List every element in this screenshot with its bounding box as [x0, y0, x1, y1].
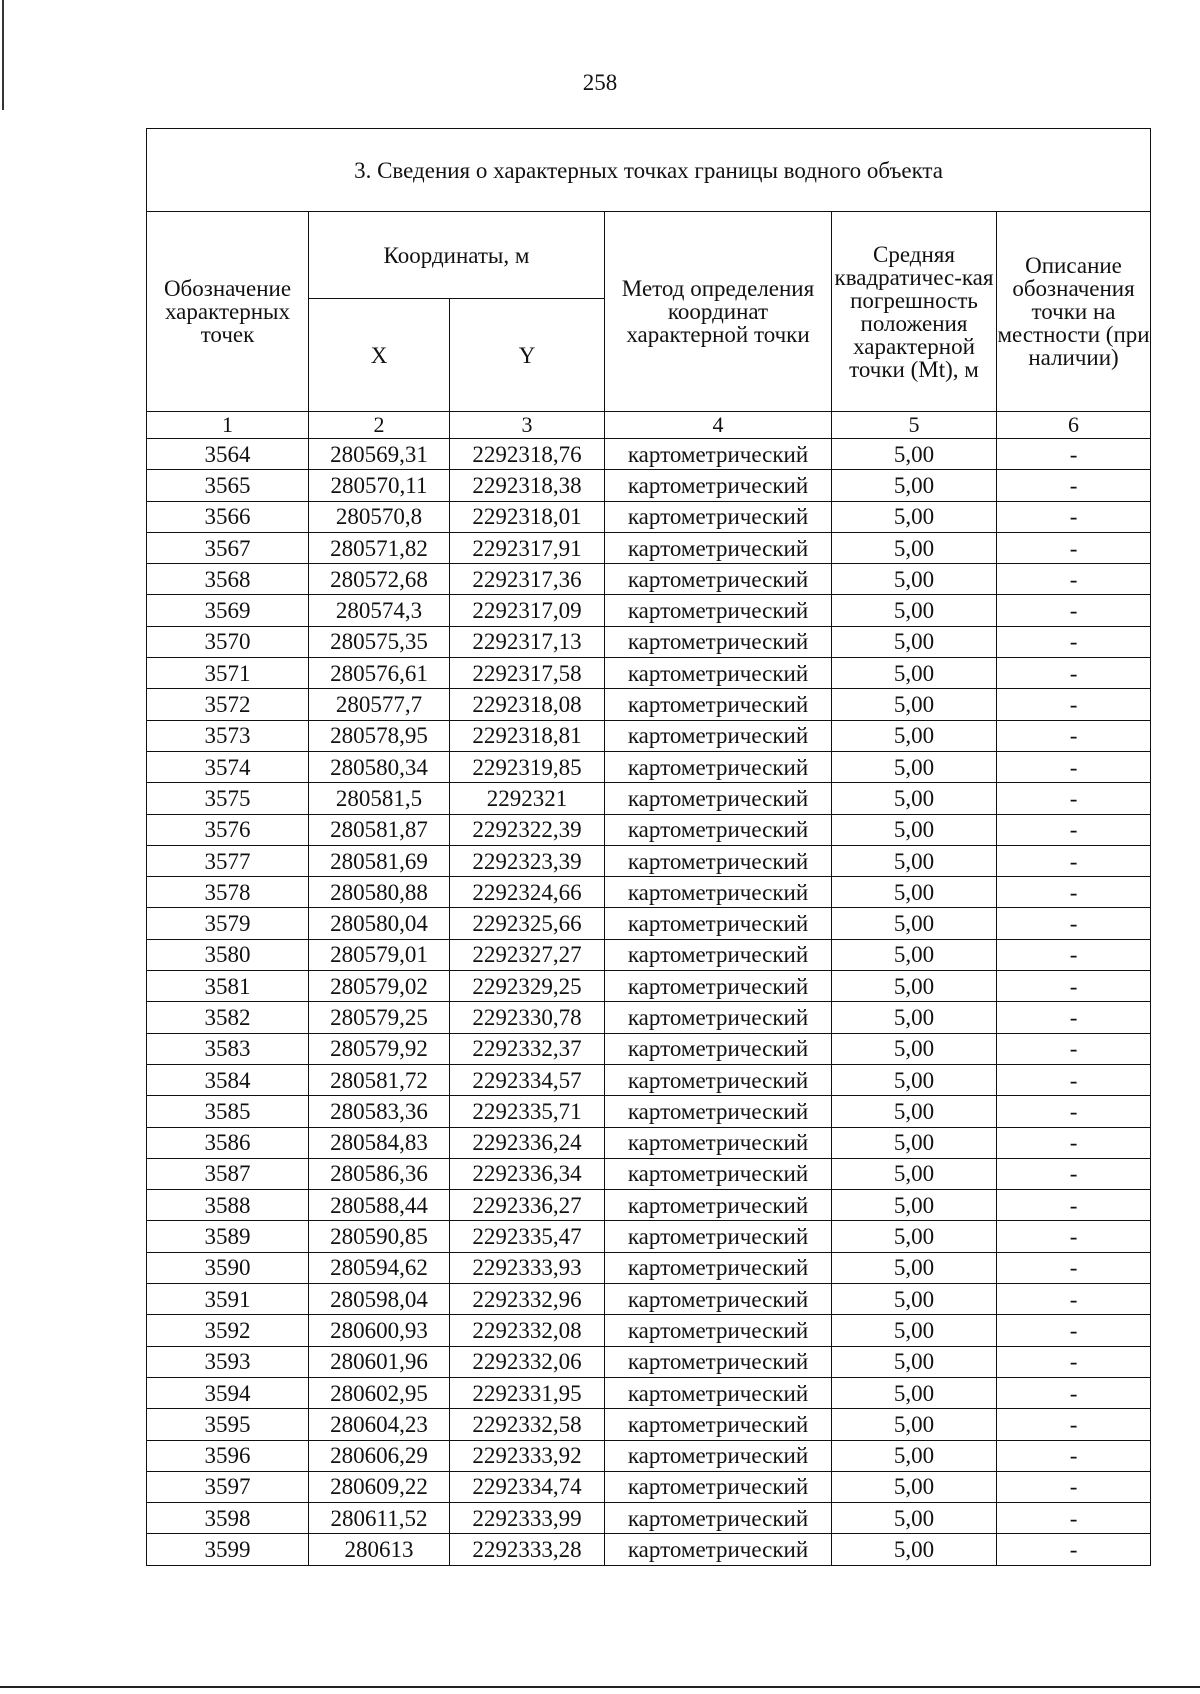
description-cell: - — [997, 1002, 1151, 1033]
description-cell: - — [997, 1127, 1151, 1158]
error-cell: 5,00 — [832, 1346, 997, 1377]
point-number-cell: 3582 — [147, 1002, 309, 1033]
table-row — [147, 1534, 1151, 1565]
point-number-cell: 3569 — [147, 595, 309, 626]
description-cell: - — [997, 783, 1151, 814]
table-row — [147, 470, 1151, 501]
table-row — [147, 783, 1151, 814]
description-cell: - — [997, 658, 1151, 689]
point-number-cell: 3593 — [147, 1346, 309, 1377]
boundary-points-table — [146, 128, 1151, 1566]
table-row — [147, 1252, 1151, 1283]
point-number-cell: 3568 — [147, 564, 309, 595]
y-coordinate-cell: 2292333,92 — [450, 1440, 605, 1471]
column-number: 4 — [605, 412, 832, 439]
method-cell: картометрический — [605, 971, 832, 1002]
point-number-cell: 3574 — [147, 751, 309, 782]
error-cell: 5,00 — [832, 501, 997, 532]
table-row — [147, 595, 1151, 626]
table-row — [147, 439, 1151, 470]
error-cell: 5,00 — [832, 720, 997, 751]
method-cell: картометрический — [605, 1346, 832, 1377]
description-cell: - — [997, 845, 1151, 876]
method-cell: картометрический — [605, 751, 832, 782]
table-row — [147, 939, 1151, 970]
description-cell: - — [997, 470, 1151, 501]
error-cell: 5,00 — [832, 1440, 997, 1471]
table-row — [147, 626, 1151, 657]
error-cell: 5,00 — [832, 1503, 997, 1534]
point-number-cell: 3594 — [147, 1377, 309, 1408]
point-number-cell: 3567 — [147, 532, 309, 563]
description-cell: - — [997, 877, 1151, 908]
description-cell: - — [997, 532, 1151, 563]
point-number-cell: 3591 — [147, 1284, 309, 1315]
column-header-method: Метод определения координат характерной точки — [605, 212, 832, 412]
x-coordinate-cell: 280580,34 — [309, 751, 450, 782]
error-cell: 5,00 — [832, 532, 997, 563]
x-coordinate-cell: 280600,93 — [309, 1315, 450, 1346]
method-cell: картометрический — [605, 877, 832, 908]
y-coordinate-cell: 2292335,71 — [450, 1096, 605, 1127]
x-coordinate-cell: 280613 — [309, 1534, 450, 1565]
table-row — [147, 1190, 1151, 1221]
point-number-cell: 3571 — [147, 658, 309, 689]
y-coordinate-cell: 2292332,58 — [450, 1409, 605, 1440]
description-cell: - — [997, 814, 1151, 845]
error-cell: 5,00 — [832, 1534, 997, 1565]
method-cell: картометрический — [605, 939, 832, 970]
y-coordinate-cell: 2292317,13 — [450, 626, 605, 657]
method-cell: картометрический — [605, 1471, 832, 1502]
point-number-cell: 3581 — [147, 971, 309, 1002]
point-number-cell: 3598 — [147, 1503, 309, 1534]
y-coordinate-cell: 2292334,74 — [450, 1471, 605, 1502]
y-coordinate-cell: 2292318,81 — [450, 720, 605, 751]
column-number: 1 — [147, 412, 309, 439]
error-cell: 5,00 — [832, 564, 997, 595]
method-cell: картометрический — [605, 1158, 832, 1189]
description-cell: - — [997, 1252, 1151, 1283]
method-cell: картометрический — [605, 1409, 832, 1440]
description-cell: - — [997, 1377, 1151, 1408]
y-coordinate-cell: 2292332,37 — [450, 1033, 605, 1064]
column-header-error: Средняя квадратичес-кая погрешность положения характерной точки (Mt), м — [832, 212, 997, 412]
table-row — [147, 877, 1151, 908]
error-cell: 5,00 — [832, 783, 997, 814]
error-cell: 5,00 — [832, 751, 997, 782]
x-coordinate-cell: 280581,72 — [309, 1064, 450, 1095]
column-number: 5 — [832, 412, 997, 439]
point-number-cell: 3575 — [147, 783, 309, 814]
y-coordinate-cell: 2292323,39 — [450, 845, 605, 876]
error-cell: 5,00 — [832, 908, 997, 939]
method-cell: картометрический — [605, 1252, 832, 1283]
error-cell: 5,00 — [832, 1252, 997, 1283]
point-number-cell: 3599 — [147, 1534, 309, 1565]
method-cell: картометрический — [605, 470, 832, 501]
point-number-cell: 3570 — [147, 626, 309, 657]
description-cell: - — [997, 720, 1151, 751]
x-coordinate-cell: 280586,36 — [309, 1158, 450, 1189]
description-cell: - — [997, 501, 1151, 532]
column-header-x: X — [309, 299, 450, 412]
description-cell: - — [997, 626, 1151, 657]
table-row — [147, 1221, 1151, 1252]
method-cell: картометрический — [605, 1190, 832, 1221]
method-cell: картометрический — [605, 1503, 832, 1534]
method-cell: картометрический — [605, 908, 832, 939]
table-row — [147, 501, 1151, 532]
x-coordinate-cell: 280581,87 — [309, 814, 450, 845]
table-row — [147, 1377, 1151, 1408]
point-number-cell: 3584 — [147, 1064, 309, 1095]
error-cell: 5,00 — [832, 1221, 997, 1252]
error-cell: 5,00 — [832, 877, 997, 908]
description-cell: - — [997, 1096, 1151, 1127]
method-cell: картометрический — [605, 532, 832, 563]
y-coordinate-cell: 2292336,34 — [450, 1158, 605, 1189]
x-coordinate-cell: 280598,04 — [309, 1284, 450, 1315]
table-row — [147, 1503, 1151, 1534]
point-number-cell: 3579 — [147, 908, 309, 939]
x-coordinate-cell: 280609,22 — [309, 1471, 450, 1502]
y-coordinate-cell: 2292322,39 — [450, 814, 605, 845]
table-row — [147, 720, 1151, 751]
point-number-cell: 3586 — [147, 1127, 309, 1158]
y-coordinate-cell: 2292332,06 — [450, 1346, 605, 1377]
error-cell: 5,00 — [832, 1033, 997, 1064]
table-row — [147, 1284, 1151, 1315]
x-coordinate-cell: 280606,29 — [309, 1440, 450, 1471]
description-cell: - — [997, 1315, 1151, 1346]
table-row — [147, 658, 1151, 689]
y-coordinate-cell: 2292336,24 — [450, 1127, 605, 1158]
description-cell: - — [997, 1346, 1151, 1377]
error-cell: 5,00 — [832, 1096, 997, 1127]
point-number-cell: 3592 — [147, 1315, 309, 1346]
x-coordinate-cell: 280604,23 — [309, 1409, 450, 1440]
method-cell: картометрический — [605, 658, 832, 689]
table-row — [147, 689, 1151, 720]
method-cell: картометрический — [605, 1064, 832, 1095]
table-row — [147, 1033, 1151, 1064]
point-number-cell: 3566 — [147, 501, 309, 532]
table-body — [147, 439, 1151, 1566]
error-cell: 5,00 — [832, 1284, 997, 1315]
x-coordinate-cell: 280580,88 — [309, 877, 450, 908]
method-cell: картометрический — [605, 1534, 832, 1565]
point-number-cell: 3587 — [147, 1158, 309, 1189]
x-coordinate-cell: 280601,96 — [309, 1346, 450, 1377]
x-coordinate-cell: 280579,92 — [309, 1033, 450, 1064]
y-coordinate-cell: 2292332,08 — [450, 1315, 605, 1346]
method-cell: картометрический — [605, 689, 832, 720]
method-cell: картометрический — [605, 595, 832, 626]
method-cell: картометрический — [605, 1221, 832, 1252]
x-coordinate-cell: 280584,83 — [309, 1127, 450, 1158]
method-cell: картометрический — [605, 1127, 832, 1158]
y-coordinate-cell: 2292317,91 — [450, 532, 605, 563]
point-number-cell: 3580 — [147, 939, 309, 970]
description-cell: - — [997, 1064, 1151, 1095]
error-cell: 5,00 — [832, 689, 997, 720]
x-coordinate-cell: 280574,3 — [309, 595, 450, 626]
description-cell: - — [997, 1534, 1151, 1565]
point-number-cell: 3596 — [147, 1440, 309, 1471]
description-cell: - — [997, 595, 1151, 626]
x-coordinate-cell: 280580,04 — [309, 908, 450, 939]
error-cell: 5,00 — [832, 439, 997, 470]
point-number-cell: 3577 — [147, 845, 309, 876]
method-cell: картометрический — [605, 1033, 832, 1064]
column-header-coordinates: Координаты, м — [309, 212, 605, 299]
x-coordinate-cell: 280588,44 — [309, 1190, 450, 1221]
table-row — [147, 751, 1151, 782]
error-cell: 5,00 — [832, 1190, 997, 1221]
y-coordinate-cell: 2292336,27 — [450, 1190, 605, 1221]
y-coordinate-cell: 2292332,96 — [450, 1284, 605, 1315]
x-coordinate-cell: 280590,85 — [309, 1221, 450, 1252]
description-cell: - — [997, 939, 1151, 970]
y-coordinate-cell: 2292324,66 — [450, 877, 605, 908]
error-cell: 5,00 — [832, 1127, 997, 1158]
description-cell: - — [997, 1440, 1151, 1471]
table-row — [147, 532, 1151, 563]
error-cell: 5,00 — [832, 845, 997, 876]
table-row — [147, 1346, 1151, 1377]
error-cell: 5,00 — [832, 814, 997, 845]
column-number: 2 — [309, 412, 450, 439]
method-cell: картометрический — [605, 439, 832, 470]
x-coordinate-cell: 280578,95 — [309, 720, 450, 751]
y-coordinate-cell: 2292318,01 — [450, 501, 605, 532]
y-coordinate-cell: 2292331,95 — [450, 1377, 605, 1408]
table-row — [147, 1409, 1151, 1440]
description-cell: - — [997, 1409, 1151, 1440]
error-cell: 5,00 — [832, 1471, 997, 1502]
y-coordinate-cell: 2292319,85 — [450, 751, 605, 782]
error-cell: 5,00 — [832, 658, 997, 689]
table-row — [147, 814, 1151, 845]
error-cell: 5,00 — [832, 939, 997, 970]
x-coordinate-cell: 280572,68 — [309, 564, 450, 595]
description-cell: - — [997, 751, 1151, 782]
point-number-cell: 3597 — [147, 1471, 309, 1502]
x-coordinate-cell: 280583,36 — [309, 1096, 450, 1127]
x-coordinate-cell: 280577,7 — [309, 689, 450, 720]
description-cell: - — [997, 1221, 1151, 1252]
column-number: 3 — [450, 412, 605, 439]
description-cell: - — [997, 1033, 1151, 1064]
y-coordinate-cell: 2292317,36 — [450, 564, 605, 595]
error-cell: 5,00 — [832, 626, 997, 657]
column-header-description: Описание обозначения точки на местности (при наличии) — [997, 212, 1151, 412]
error-cell: 5,00 — [832, 595, 997, 626]
method-cell: картометрический — [605, 814, 832, 845]
column-header-y: Y — [450, 299, 605, 412]
table-row — [147, 1096, 1151, 1127]
x-coordinate-cell: 280575,35 — [309, 626, 450, 657]
method-cell: картометрический — [605, 1096, 832, 1127]
error-cell: 5,00 — [832, 470, 997, 501]
x-coordinate-cell: 280579,01 — [309, 939, 450, 970]
point-number-cell: 3573 — [147, 720, 309, 751]
error-cell: 5,00 — [832, 1002, 997, 1033]
description-cell: - — [997, 1503, 1151, 1534]
y-coordinate-cell: 2292333,28 — [450, 1534, 605, 1565]
error-cell: 5,00 — [832, 1158, 997, 1189]
description-cell: - — [997, 564, 1151, 595]
point-number-cell: 3565 — [147, 470, 309, 501]
point-number-cell: 3595 — [147, 1409, 309, 1440]
x-coordinate-cell: 280570,8 — [309, 501, 450, 532]
x-coordinate-cell: 280579,02 — [309, 971, 450, 1002]
x-coordinate-cell: 280569,31 — [309, 439, 450, 470]
description-cell: - — [997, 689, 1151, 720]
error-cell: 5,00 — [832, 1315, 997, 1346]
table-row — [147, 1002, 1151, 1033]
method-cell: картометрический — [605, 564, 832, 595]
method-cell: картометрический — [605, 1284, 832, 1315]
page-number: 258 — [582, 70, 618, 95]
y-coordinate-cell: 2292317,09 — [450, 595, 605, 626]
y-coordinate-cell: 2292321 — [450, 783, 605, 814]
method-cell: картометрический — [605, 720, 832, 751]
table-row — [147, 564, 1151, 595]
table-row — [147, 1440, 1151, 1471]
table-row — [147, 1315, 1151, 1346]
point-number-cell: 3588 — [147, 1190, 309, 1221]
x-coordinate-cell: 280581,5 — [309, 783, 450, 814]
x-coordinate-cell: 280611,52 — [309, 1503, 450, 1534]
point-number-cell: 3585 — [147, 1096, 309, 1127]
y-coordinate-cell: 2292330,78 — [450, 1002, 605, 1033]
y-coordinate-cell: 2292318,08 — [450, 689, 605, 720]
method-cell: картометрический — [605, 845, 832, 876]
x-coordinate-cell: 280581,69 — [309, 845, 450, 876]
x-coordinate-cell: 280594,62 — [309, 1252, 450, 1283]
method-cell: картометрический — [605, 501, 832, 532]
table-row — [147, 845, 1151, 876]
point-number-cell: 3578 — [147, 877, 309, 908]
description-cell: - — [997, 908, 1151, 939]
description-cell: - — [997, 971, 1151, 1002]
method-cell: картометрический — [605, 1315, 832, 1346]
x-coordinate-cell: 280570,11 — [309, 470, 450, 501]
description-cell: - — [997, 1471, 1151, 1502]
x-coordinate-cell: 280571,82 — [309, 532, 450, 563]
point-number-cell: 3564 — [147, 439, 309, 470]
column-number: 6 — [997, 412, 1151, 439]
point-number-cell: 3583 — [147, 1033, 309, 1064]
method-cell: картометрический — [605, 626, 832, 657]
table-row — [147, 1064, 1151, 1095]
description-cell: - — [997, 1158, 1151, 1189]
table-row — [147, 1158, 1151, 1189]
y-coordinate-cell: 2292318,76 — [450, 439, 605, 470]
y-coordinate-cell: 2292325,66 — [450, 908, 605, 939]
error-cell: 5,00 — [832, 1377, 997, 1408]
method-cell: картометрический — [605, 1440, 832, 1471]
column-header-point: Обозначение характерных точек — [147, 212, 309, 412]
y-coordinate-cell: 2292318,38 — [450, 470, 605, 501]
method-cell: картометрический — [605, 1377, 832, 1408]
table-row — [147, 1471, 1151, 1502]
scan-edge-bottom — [0, 1686, 1200, 1688]
table-row — [147, 1127, 1151, 1158]
description-cell: - — [997, 1190, 1151, 1221]
description-cell: - — [997, 1284, 1151, 1315]
error-cell: 5,00 — [832, 971, 997, 1002]
point-number-cell: 3576 — [147, 814, 309, 845]
x-coordinate-cell: 280576,61 — [309, 658, 450, 689]
y-coordinate-cell: 2292333,99 — [450, 1503, 605, 1534]
point-number-cell: 3589 — [147, 1221, 309, 1252]
y-coordinate-cell: 2292329,25 — [450, 971, 605, 1002]
x-coordinate-cell: 280579,25 — [309, 1002, 450, 1033]
error-cell: 5,00 — [832, 1064, 997, 1095]
y-coordinate-cell: 2292334,57 — [450, 1064, 605, 1095]
error-cell: 5,00 — [832, 1409, 997, 1440]
table-row — [147, 971, 1151, 1002]
y-coordinate-cell: 2292333,93 — [450, 1252, 605, 1283]
point-number-cell: 3590 — [147, 1252, 309, 1283]
table-row — [147, 908, 1151, 939]
x-coordinate-cell: 280602,95 — [309, 1377, 450, 1408]
y-coordinate-cell: 2292335,47 — [450, 1221, 605, 1252]
description-cell: - — [997, 439, 1151, 470]
method-cell: картометрический — [605, 783, 832, 814]
y-coordinate-cell: 2292317,58 — [450, 658, 605, 689]
section-title: 3. Сведения о характерных точках границы водного объекта — [147, 129, 1151, 212]
point-number-cell: 3572 — [147, 689, 309, 720]
y-coordinate-cell: 2292327,27 — [450, 939, 605, 970]
method-cell: картометрический — [605, 1002, 832, 1033]
